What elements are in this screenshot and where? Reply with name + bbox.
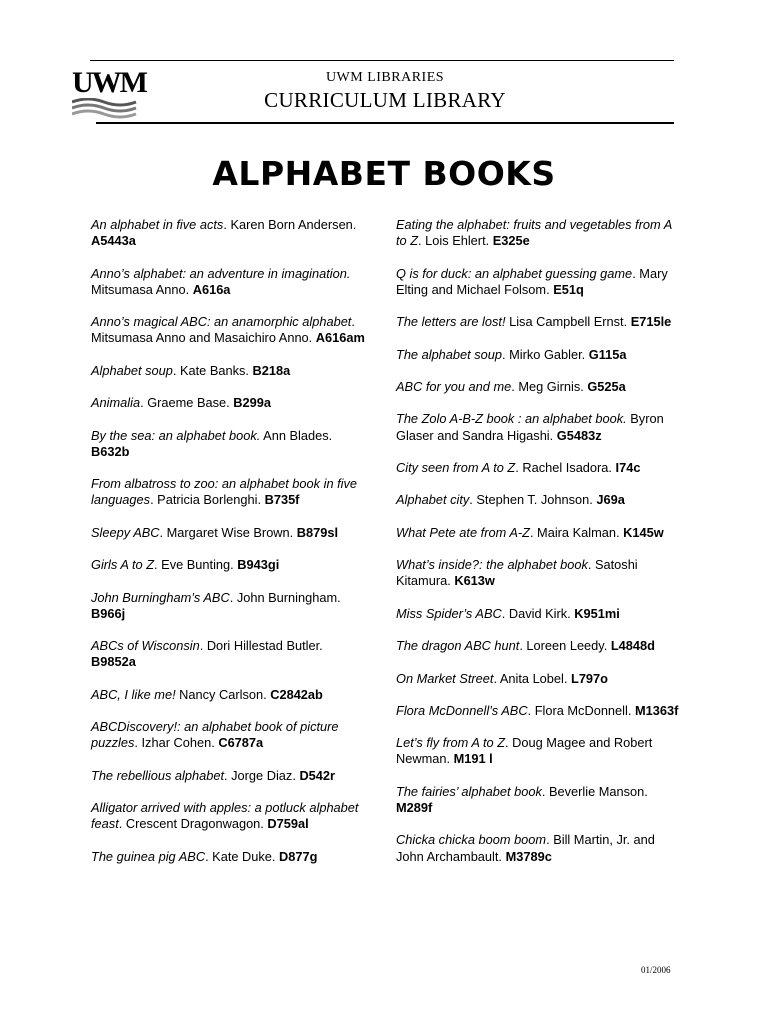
book-entry <box>91 719 371 751</box>
header-rule-top <box>90 60 674 61</box>
book-entry <box>396 266 681 298</box>
book-author: . Doug Magee and Robert Newman. <box>396 735 653 767</box>
book-entry <box>396 671 681 687</box>
call-number: J69a <box>596 492 625 508</box>
call-number: C2842ab <box>270 686 323 702</box>
book-author: . Kate Duke. <box>205 848 280 864</box>
call-number: B966j <box>91 605 126 621</box>
book-author: . Karen Born Andersen. <box>223 217 357 232</box>
call-number: D759al <box>267 816 309 832</box>
book-entry <box>91 395 371 411</box>
book-title: Miss Spider’s ABC <box>396 605 502 621</box>
book-author: . Margaret Wise Brown. <box>159 524 297 540</box>
book-entry <box>91 363 371 379</box>
book-title: The guinea pig ABC <box>91 848 206 864</box>
book-author: . Bill Martin, Jr. and John Archambault. <box>396 832 655 864</box>
book-entry <box>396 347 681 363</box>
book-entry <box>396 460 681 476</box>
book-title: Q is for duck: an alphabet guessing game <box>396 265 633 281</box>
call-number: K613w <box>454 573 495 589</box>
call-number: E715le <box>630 314 672 330</box>
book-entry <box>91 476 371 508</box>
call-number: A616am <box>315 330 365 346</box>
book-entry <box>91 266 371 298</box>
right-column <box>396 217 681 881</box>
book-title: The rebellious alphabet <box>91 767 225 783</box>
call-number: B735f <box>264 492 300 508</box>
call-number: E325e <box>492 233 530 249</box>
call-number: M1363f <box>634 702 679 718</box>
book-title: Eating the alphabet: fruits and vegetables from A to Z <box>396 217 672 249</box>
book-author: . Anita Lobel. <box>493 670 571 686</box>
call-number: M289f <box>396 800 433 816</box>
book-entry <box>396 492 681 508</box>
book-author: Ann Blades. <box>260 427 333 443</box>
book-title: ABCs of Wisconsin <box>91 638 200 654</box>
book-title: ABC for you and me <box>396 378 512 394</box>
book-author: . Mirko Gabler. <box>502 346 589 362</box>
book-title: Alphabet city <box>396 492 470 508</box>
book-entry <box>396 314 681 330</box>
book-title: From albatross to zoo: an alphabet book in five languages <box>91 476 358 508</box>
call-number: D877g <box>279 848 318 864</box>
book-title: The dragon ABC hunt <box>396 638 520 654</box>
book-entry <box>91 557 371 573</box>
call-number: G525a <box>587 378 626 394</box>
call-number: C6787a <box>218 735 264 751</box>
book-title: The Zolo A-B-Z book : an alphabet book. <box>396 411 627 427</box>
call-number: B9852a <box>91 654 136 670</box>
book-title: ABCDiscovery!: an alphabet book of picture puzzles <box>91 719 339 751</box>
book-author: . Eve Bunting. <box>154 557 238 573</box>
book-author: . Satoshi Kitamura. <box>396 557 638 589</box>
book-title: An alphabet in five acts <box>91 217 224 232</box>
book-author: . John Burningham. <box>229 589 341 605</box>
call-number: L797o <box>571 670 608 686</box>
uwm-logo <box>72 66 146 120</box>
book-title: Let’s fly from A to Z <box>396 735 506 751</box>
book-entry <box>396 606 681 622</box>
book-author: . Izhar Cohen. <box>134 735 219 751</box>
call-number: M3789c <box>505 848 552 864</box>
book-title: What’s inside?: the alphabet book <box>396 557 588 573</box>
uwm-logo-wave-icon <box>72 98 140 120</box>
book-entry <box>91 849 371 865</box>
uwm-logo-text: UWM <box>72 66 146 99</box>
book-entry <box>396 784 681 816</box>
book-entry <box>396 832 681 864</box>
book-title: The alphabet soup <box>396 346 503 362</box>
book-author: Byron Glaser and Sandra Higashi. <box>396 411 664 443</box>
book-author: . Kate Banks. <box>172 362 253 378</box>
book-author: . Crescent Dragonwagon. <box>118 816 268 832</box>
header-top-line: UWM LIBRARIES <box>325 70 445 85</box>
book-entry <box>91 314 371 346</box>
book-entry <box>396 735 681 767</box>
book-entry <box>91 687 371 703</box>
call-number: A5443a <box>91 233 136 249</box>
book-entry <box>91 525 371 541</box>
call-number: B632b <box>91 443 130 459</box>
book-author: . Mitsumasa Anno and Masaichiro Anno. <box>91 314 355 346</box>
book-author: . Lois Ehlert. <box>418 233 493 249</box>
call-number: B943gi <box>237 557 280 573</box>
book-entry <box>396 638 681 654</box>
book-title: Sleepy ABC <box>91 524 160 540</box>
book-author: . Flora McDonnell. <box>527 702 635 718</box>
book-entry <box>396 557 681 589</box>
book-title: Flora McDonnell’s ABC <box>396 702 528 718</box>
book-title: Alligator arrived with apples: a potluck alphabet feast <box>91 800 359 832</box>
book-title: Animalia <box>91 395 141 411</box>
book-entry <box>91 638 371 670</box>
call-number: G5483z <box>556 427 602 443</box>
book-title: Chicka chicka boom boom <box>396 832 547 848</box>
book-title: Alphabet soup <box>91 362 173 378</box>
book-entry <box>91 590 371 622</box>
book-title: By the sea: an alphabet book. <box>91 427 261 443</box>
book-title: What Pete ate from A-Z <box>396 524 530 540</box>
book-author: Lisa Campbell Ernst. <box>505 314 631 330</box>
call-number: K145w <box>623 524 664 540</box>
book-entry <box>91 768 371 784</box>
book-entry <box>396 703 681 719</box>
book-title: Girls A to Z <box>91 557 155 573</box>
call-number: I74c <box>615 459 641 475</box>
book-author: Mitsumasa Anno. <box>91 281 193 297</box>
book-author: . Meg Girnis. <box>511 378 588 394</box>
book-author: . Patricia Borlenghi. <box>150 492 265 508</box>
call-number: G115a <box>588 346 627 362</box>
book-title: The fairies’ alphabet book <box>396 783 542 799</box>
book-entry <box>396 217 681 249</box>
call-number: B299a <box>233 395 271 411</box>
book-entry <box>91 428 371 460</box>
book-author: . Graeme Base. <box>140 395 234 411</box>
book-author: . Mary Elting and Michael Folsom. <box>396 265 668 297</box>
call-number: A616a <box>192 281 231 297</box>
book-title: Anno’s alphabet: an adventure in imagination. <box>91 265 351 281</box>
book-author: . David Kirk. <box>501 605 575 621</box>
call-number: D542r <box>299 767 336 783</box>
book-author: . Stephen T. Johnson. <box>469 492 597 508</box>
call-number: K951mi <box>574 605 620 621</box>
book-title: The letters are lost! <box>396 314 506 330</box>
book-author: . Maira Kalman. <box>529 524 624 540</box>
call-number: M191 l <box>453 751 493 767</box>
book-entry <box>396 379 681 395</box>
book-title: John Burningham’s ABC <box>91 589 230 605</box>
book-entry <box>396 411 681 443</box>
footer-date: 01/2006 <box>641 965 671 975</box>
book-title: On Market Street <box>396 670 494 686</box>
page-title: ALPHABET BOOKS <box>212 154 556 193</box>
call-number: B218a <box>252 362 291 378</box>
book-author: . Loreen Leedy. <box>519 638 611 654</box>
header-rule-bottom <box>96 122 674 124</box>
call-number: E51q <box>553 281 584 297</box>
book-author: . Beverlie Manson. <box>541 783 648 799</box>
call-number: L4848d <box>610 638 655 654</box>
left-column <box>91 217 371 881</box>
book-title: City seen from A to Z <box>396 459 516 475</box>
header-library-name: CURRICULUM LIBRARY <box>264 88 506 112</box>
book-author: . Rachel Isadora. <box>515 459 616 475</box>
call-number: B879sl <box>296 524 339 540</box>
book-entry <box>91 217 371 249</box>
book-author: . Jorge Diaz. <box>224 767 300 783</box>
book-author: . Dori Hillestad Butler. <box>199 638 323 654</box>
book-entry <box>91 800 371 832</box>
book-author: Nancy Carlson. <box>175 686 271 702</box>
book-entry <box>396 525 681 541</box>
book-title: Anno’s magical ABC: an anamorphic alphabet <box>91 314 352 330</box>
book-title: ABC, I like me! <box>91 686 176 702</box>
